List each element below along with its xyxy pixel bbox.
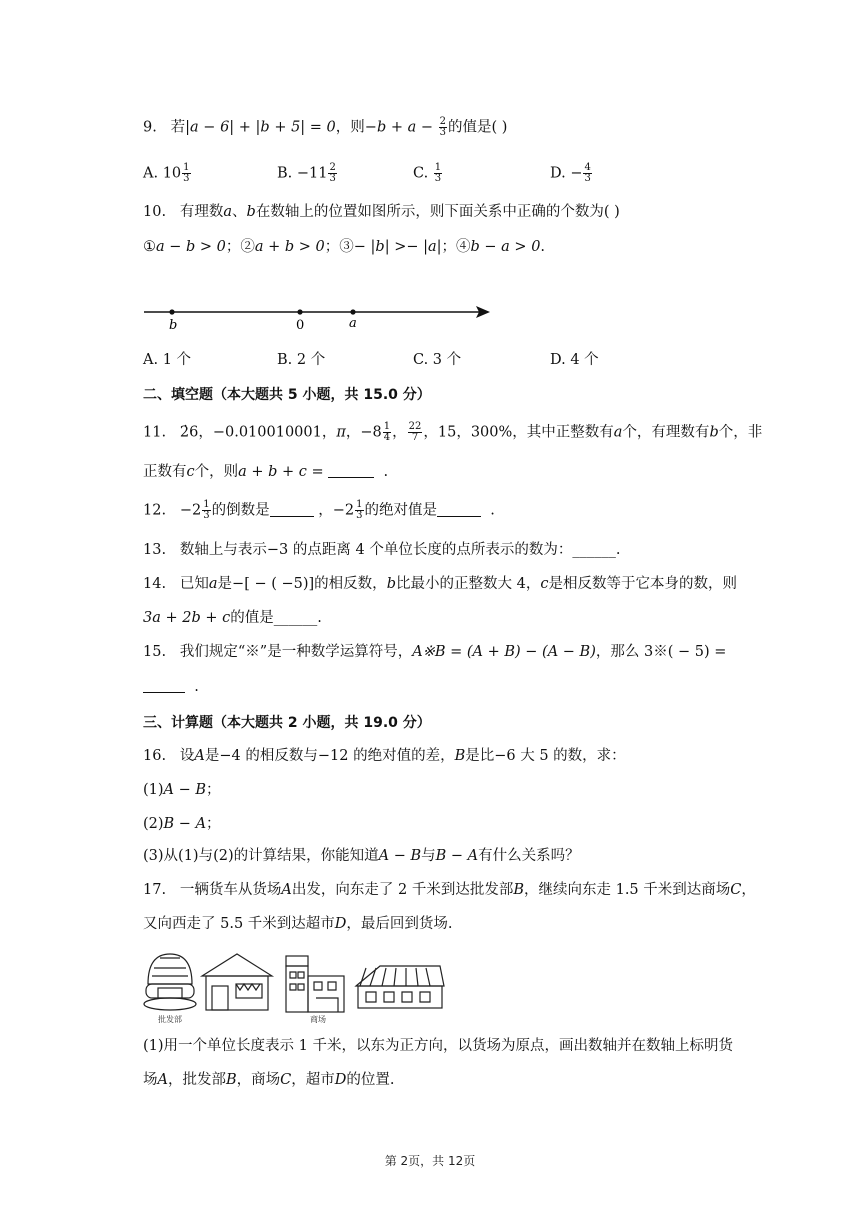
store-building-icon (286, 956, 308, 966)
q9-option-d[interactable]: D. − $\frac{4}{3}$ (550, 162, 591, 184)
q17-part-1: (1)用一个单位长度表示 1 千米，以东为正方向，以货场为原点，画出数轴并在数轴上标明货 (143, 1038, 733, 1054)
buildings-illustration (140, 946, 446, 1026)
question-15-line2: . (143, 677, 199, 697)
q17-part-1-line2: 场A，批发部B，商场C，超市D的位置. (143, 1072, 395, 1088)
q9-option-c[interactable]: C. $\frac{1}{3}$ (413, 162, 442, 184)
warehouse-icon (356, 966, 444, 986)
page-footer: 第 2页，共 12页 (384, 1154, 476, 1168)
question-17-line2: 又向西走了 5.5 千米到达超市D，最后回到货场. (143, 916, 453, 932)
point-zero (297, 309, 302, 314)
q16-part-3: (3)从(1)与(2)的计算结果，你能知道A − B与B − A有什么关系吗？ (143, 848, 580, 864)
q9-option-b[interactable]: B. −11 $\frac{2}{3}$ (277, 162, 336, 184)
house-icon (202, 954, 272, 976)
question-11-line2: 正数有c个，则a + b + c = . (143, 464, 389, 480)
label-b: b (169, 318, 178, 333)
question-14-line2: 3a + 2b + c的值是______. (143, 610, 322, 626)
q10-option-a[interactable]: A. 1 个 (143, 352, 192, 368)
question-12: 12. −2 $\frac{1}{3}$ 的倒数是 ，−2 $\frac{1}{3}$ 的绝对值是 . (143, 499, 495, 521)
q10-option-b[interactable]: B. 2 个 (277, 352, 326, 368)
question-15: 15. 我们规定“※”是一种数学运算符号，A※B = (A + B) − (A − B)，那么 3※( − 5) = (143, 644, 727, 660)
section-2-heading: 二、填空题（本大题共 5 小题，共 15.0 分） (143, 387, 431, 403)
q10-option-d[interactable]: D. 4 个 (550, 352, 599, 368)
point-b (169, 309, 174, 314)
question-14: 14. 已知a是−[ − ( −5)]的相反数，b比最小的正整数大 4，c是相反数等于它本身的数，则 (143, 576, 737, 592)
label-mall: 商场 (310, 1015, 326, 1024)
q16-part-1: (1)A − B； (143, 782, 221, 798)
q10-statements: ①a − b > 0；②a + b > 0；③− |b| >− |a|；④b − a > 0. (143, 239, 546, 255)
point-a (350, 309, 355, 314)
q9-option-a[interactable]: A. 10 $\frac{1}{3}$ (143, 162, 190, 184)
label-a: a (349, 316, 357, 331)
question-13: 13. 数轴上与表示−3 的点距离 4 个单位长度的点所表示的数为：______. (143, 542, 621, 558)
question-17: 17. 一辆货车从货场A出发，向东走了 2 千米到达批发部B，继续向东走 1.5 千米到达商场C， (143, 882, 756, 898)
number-line-figure (140, 300, 500, 334)
question-16: 16. 设A是−4 的相反数与−12 的绝对值的差，B是比−6 大 5 的数，求： (143, 748, 626, 764)
question-10: 10. 有理数a、b在数轴上的位置如图所示，则下面关系中正确的个数为( ) (143, 204, 620, 220)
q16-part-2: (2)B − A； (143, 816, 221, 832)
section-3-heading: 三、计算题（本大题共 2 小题，共 19.0 分） (143, 715, 431, 731)
label-wholesale: 批发部 (158, 1015, 182, 1024)
question-9: 9. 若|a − 6| + |b + 5| = 0，则−b + a − $\frac{2}{3}$ 的值是( ) (143, 116, 508, 138)
label-zero: 0 (296, 318, 305, 333)
q10-option-c[interactable]: C. 3 个 (413, 352, 462, 368)
question-11: 11. 2̇6，−0.010010001，π，−8 $\frac{1}{4}$ ， $\frac{22}{7}$ ，15，300%，其中正整数有a个，有理数有b个，非 (143, 421, 763, 443)
